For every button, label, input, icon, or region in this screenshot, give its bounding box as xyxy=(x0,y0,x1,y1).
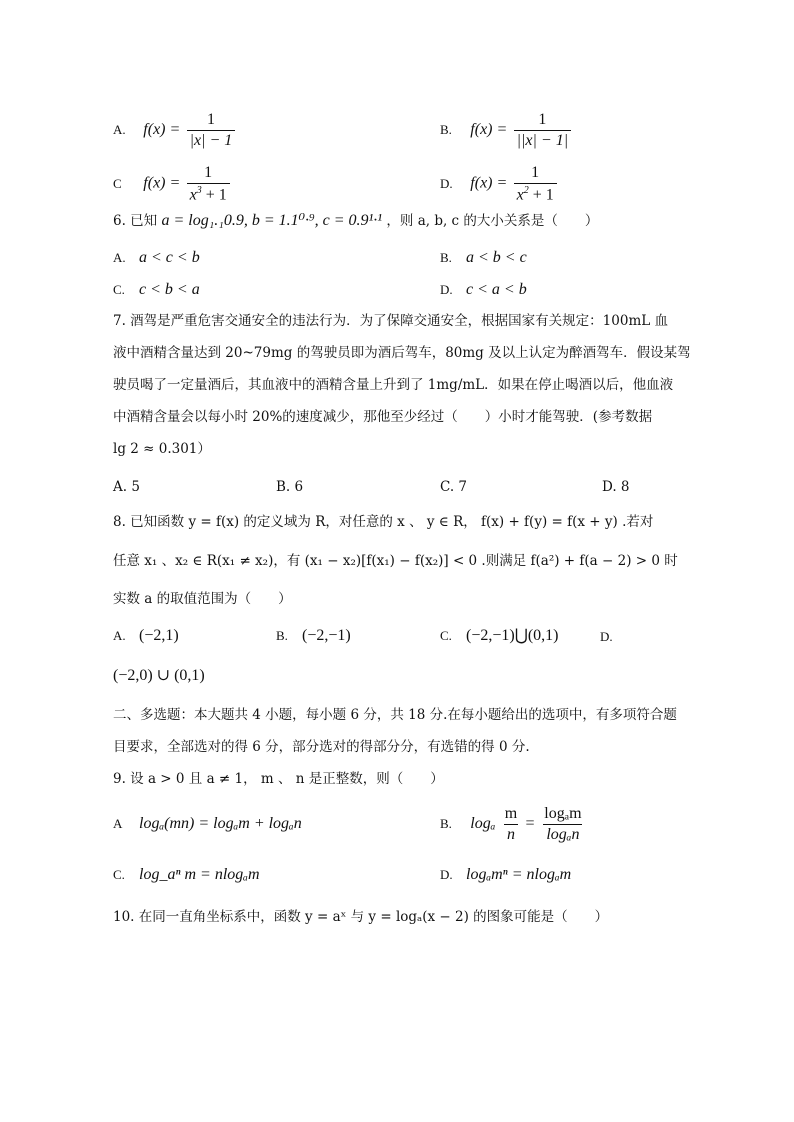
denominator: n xyxy=(504,824,518,843)
q8-option-b xyxy=(276,628,351,644)
q6-option-a xyxy=(113,250,200,266)
option-text: (−2,0) ∪ (0,1) xyxy=(113,667,205,684)
q5-option-c xyxy=(113,165,230,203)
q6-option-c xyxy=(113,282,200,298)
option-text: (−2,−1)⋃(0,1) xyxy=(466,627,559,644)
q8-option-d-label xyxy=(600,630,626,645)
fraction xyxy=(187,112,236,149)
option-label: D. xyxy=(440,867,453,882)
fraction xyxy=(187,165,230,203)
q6-option-d xyxy=(440,282,527,298)
option-text: c < a < b xyxy=(466,281,527,298)
q6-suffix: ，则 a, b, c 的大小关系是（ ） xyxy=(386,213,599,229)
option-label: D. xyxy=(600,629,613,644)
q7-line-4: 中酒精含量会以每小时 20%的速度减少，那他至少经过（ ）小时才能驾驶．(参考数据 xyxy=(113,409,653,425)
option-text: logₐmⁿ = nlogₐm xyxy=(466,866,572,883)
denominator xyxy=(187,183,230,203)
q7-option-a: A. 5 xyxy=(113,479,140,495)
option-text: logₐ(mn) = logₐm + logₐn xyxy=(139,815,302,832)
q6-expression: a = log₁.₁0.9, b = 1.1⁰·⁹, c = 0.9¹·¹ xyxy=(161,212,383,229)
q7-line-3: 驶员喝了一定量酒后，其血液中的酒精含量上升到了 1mg/mL．如果在停止喝酒以后，他血液 xyxy=(113,377,674,393)
option-label: B. xyxy=(440,816,452,831)
numerator: 1 xyxy=(538,111,547,128)
option-label: C. xyxy=(113,282,125,297)
denominator: logₐn xyxy=(543,824,582,843)
option-label: B. xyxy=(440,250,452,265)
q6-option-b xyxy=(440,250,527,266)
option-label: D. xyxy=(440,175,453,191)
option-label: A xyxy=(113,816,123,831)
den-exponent: 3 xyxy=(196,185,202,196)
fraction xyxy=(514,112,572,149)
q8-line-2: 任意 x₁ 、x₂ ∈ R(x₁ ≠ x₂)，有 (x₁ − x₂)[f(x₁) − f(x₂)] < 0 .则满足 f(a²) + f(a − 2) > 0 时 xyxy=(113,553,678,569)
option-text: log_aⁿ m = nlogₐm xyxy=(139,866,260,883)
function-lhs: f(x) = xyxy=(143,121,181,138)
den-base: x xyxy=(516,186,524,204)
q9-option-b xyxy=(440,806,585,843)
denominator xyxy=(514,183,557,203)
numerator: logₐm xyxy=(544,805,582,822)
q8-option-c xyxy=(440,628,558,644)
q8-option-d xyxy=(113,668,205,684)
fraction xyxy=(502,806,520,843)
denominator: ||x| − 1| xyxy=(514,130,572,149)
q9-option-c xyxy=(113,867,260,883)
option-label: C. xyxy=(113,867,125,882)
q9-stem: 9. 设 a > 0 且 a ≠ 1， m 、 n 是正整数，则（ ） xyxy=(113,771,444,787)
numerator: 1 xyxy=(204,164,213,181)
q5-option-d xyxy=(440,165,557,203)
option-label: A. xyxy=(113,628,126,643)
q8-line-1: 8. 已知函数 y = f(x) 的定义域为 R，对任意的 x 、 y ∈ R， f(x) + f(y) = f(x + y) .若对 xyxy=(113,514,654,530)
q6-prefix: 6. 已知 xyxy=(113,213,158,229)
option-label: B. xyxy=(440,122,452,137)
option-label: A. xyxy=(113,250,126,265)
numerator: 1 xyxy=(206,111,215,128)
numerator: 1 xyxy=(531,164,540,181)
option-text: a < b < c xyxy=(466,249,527,266)
log-prefix: logₐ xyxy=(470,815,496,832)
q5-option-b xyxy=(440,112,571,149)
option-label: D. xyxy=(440,282,453,297)
numerator: m xyxy=(504,805,518,822)
fraction xyxy=(541,806,584,843)
option-text: (−2,−1) xyxy=(302,627,351,644)
q10-stem: 10. 在同一直角坐标系中，函数 y = aˣ 与 y = logₐ(x − 2) 的图象可能是（ ） xyxy=(113,909,609,925)
den-exponent: 2 xyxy=(523,185,529,196)
option-label: B. xyxy=(276,628,288,643)
q7-line-1: 7. 酒驾是严重危害交通安全的违法行为．为了保障交通安全，根据国家有关规定：100mL 血 xyxy=(113,313,668,329)
option-text: (−2,1) xyxy=(139,627,179,644)
function-lhs: f(x) = xyxy=(143,174,181,192)
q7-line-2: 液中酒精含量达到 20~79mg 的驾驶员即为酒后驾车，80mg 及以上认定为醉酒驾车．假设某驾 xyxy=(113,345,691,361)
q9-option-a xyxy=(113,816,302,832)
equals-sign: = xyxy=(524,815,540,832)
option-label: C. xyxy=(440,628,452,643)
option-text: a < c < b xyxy=(139,249,200,266)
function-lhs: f(x) = xyxy=(470,121,508,138)
option-label: C xyxy=(113,175,122,191)
fraction xyxy=(514,165,557,203)
q7-line-5: lg 2 ≈ 0.301） xyxy=(113,441,211,457)
section2-line-1: 二、多选题：本大题共 4 小题，每小题 6 分，共 18 分.在每小题给出的选项中，有多项符合题 xyxy=(113,707,677,723)
function-lhs: f(x) = xyxy=(470,174,508,192)
denominator: |x| − 1 xyxy=(187,130,236,149)
q8-option-a xyxy=(113,628,179,644)
q5-option-a xyxy=(113,112,235,149)
option-text: c < b < a xyxy=(139,281,200,298)
q8-line-3: 实数 a 的取值范围为（ ） xyxy=(113,591,292,607)
den-tail: + 1 xyxy=(528,186,554,204)
q6-stem xyxy=(113,213,598,229)
den-tail: + 1 xyxy=(201,186,227,204)
q7-option-d: D. 8 xyxy=(602,479,630,495)
q9-option-d xyxy=(440,867,571,883)
q7-option-c: C. 7 xyxy=(440,479,468,495)
option-label: A. xyxy=(113,122,126,137)
section2-line-2: 目要求，全部选对的得 6 分，部分选对的得部分分，有选错的得 0 分. xyxy=(113,739,530,755)
q7-option-b: B. 6 xyxy=(276,479,304,495)
den-base: x xyxy=(189,186,197,204)
